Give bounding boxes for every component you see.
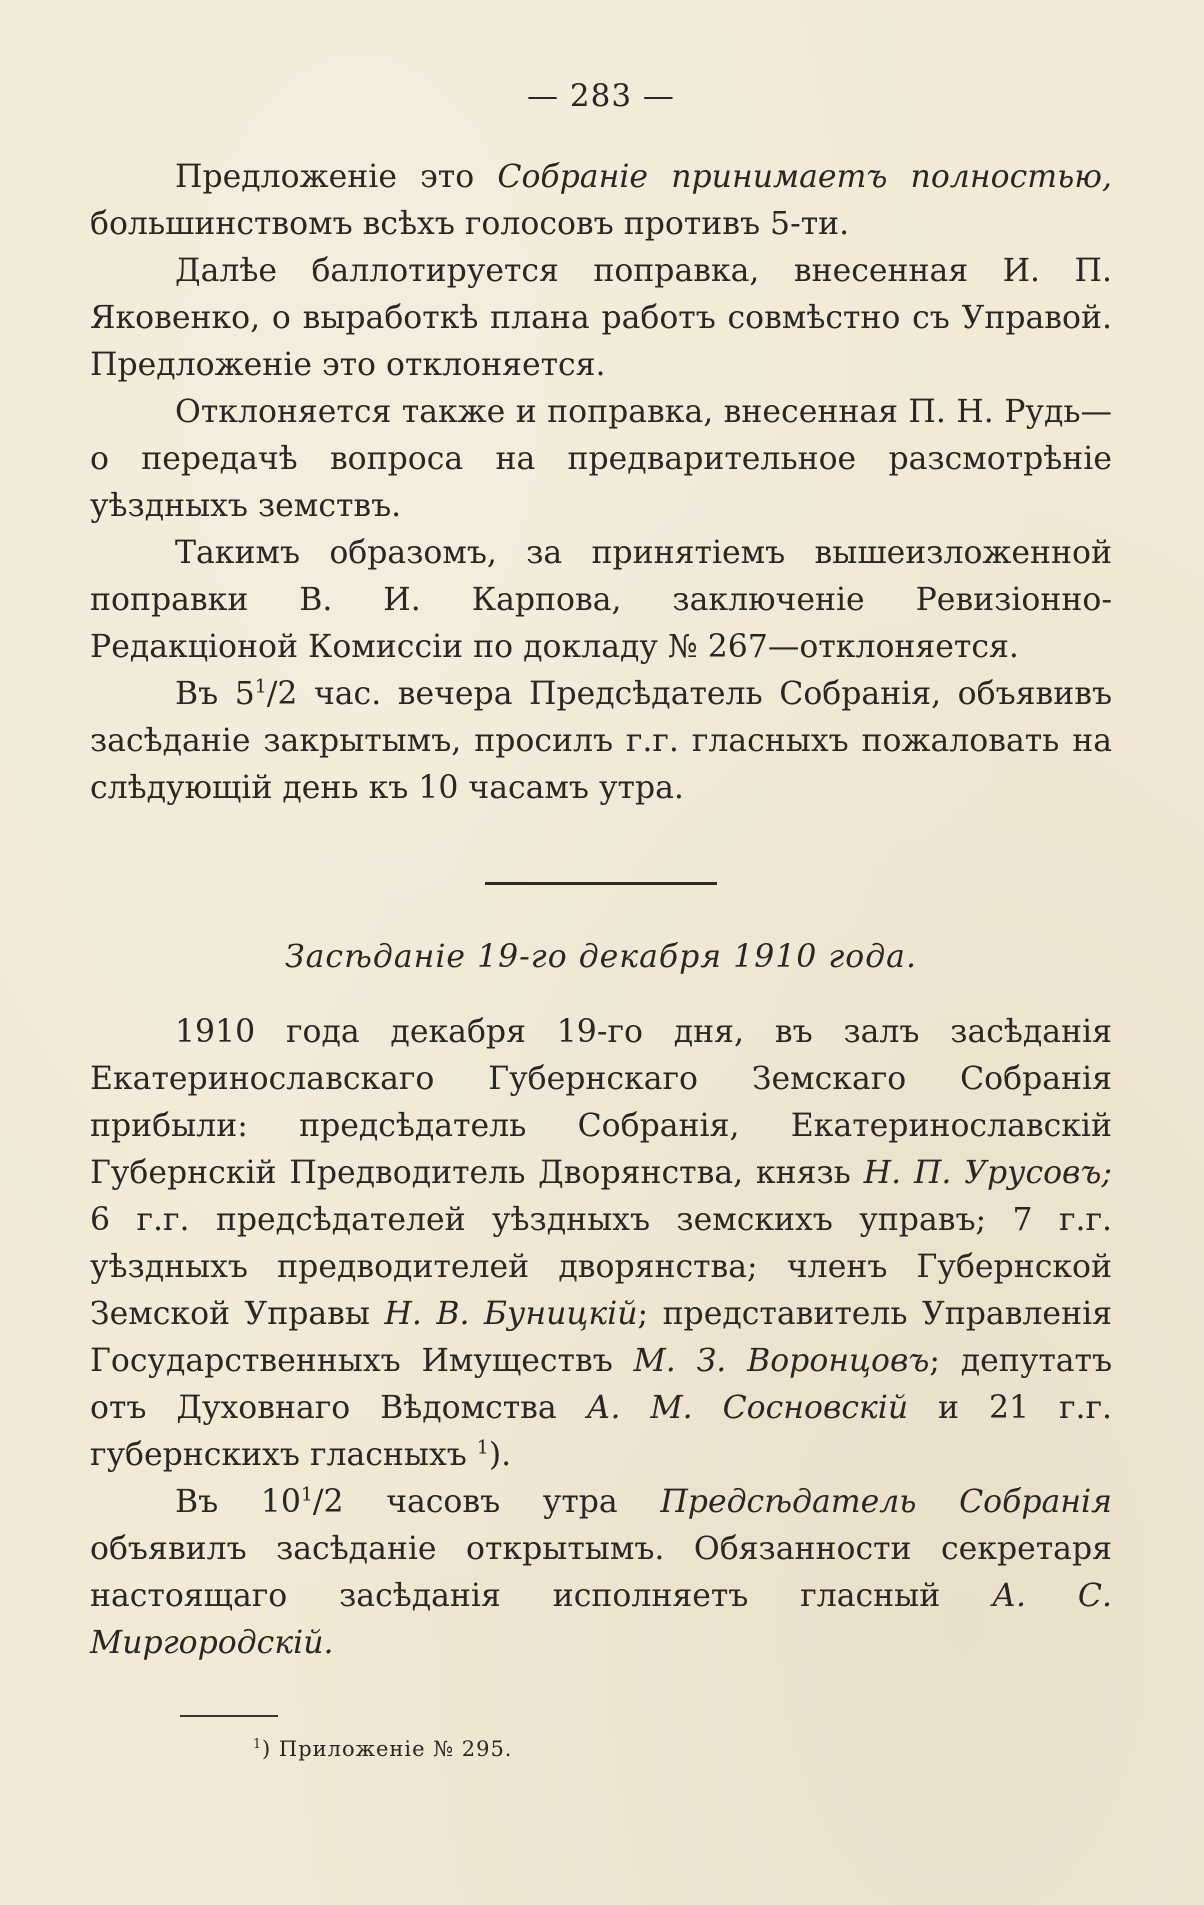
footnote-text: ) Приложеніе № 295. xyxy=(262,1737,513,1761)
s1-text-i: и 21 г.г. губернскихъ гласныхъ xyxy=(90,1390,1112,1473)
s2-text-b: /2 часовъ утра xyxy=(312,1484,661,1520)
s2-sup: 1 xyxy=(300,1483,313,1506)
paragraph-5 xyxy=(90,671,1112,812)
s2-chairman: Предсѣдатель Собранія xyxy=(660,1484,1112,1520)
paragraph-1-text-end: большинствомъ всѣхъ голосовъ противъ 5-ти. xyxy=(90,206,850,242)
paragraph-1 xyxy=(90,154,1112,248)
section-title: Засѣданіе 19-го декабря 1910 года. xyxy=(285,939,917,975)
s1-name-sosnovsky: А. М. Сосновскій xyxy=(586,1390,909,1426)
paragraph-5-text-end: /2 час. вечера Предсѣдатель Собранія, объявивъ засѣданіе закрытымъ, просилъ г.г. гласныхъ пожаловать на слѣдующій день къ 10 часамъ утра. xyxy=(90,676,1112,806)
paragraph-5-text: Въ 5 xyxy=(175,676,255,712)
s2-text-a: Въ 10 xyxy=(175,1484,301,1520)
s1-text-j: ). xyxy=(488,1437,512,1473)
s1-name-urusov: Н. П. Урусовъ; xyxy=(863,1155,1112,1191)
page-number: — 283 — xyxy=(527,78,675,114)
paragraph-1-text: Предложеніе это xyxy=(175,159,498,195)
s1-name-vorontsov: М. З. Воронцовъ xyxy=(633,1343,930,1379)
s1-text-a: 1910 года декабря 19-го дня, въ залъ засѣданія Екатеринославскаго Губернскаго Земскаго Собранія прибыли: предсѣдатель Собранія, Екатеринославскій Губернскій Предводитель Дворянства, князь xyxy=(90,1014,1112,1191)
s1-text-c: 6 г.г. предсѣдателей уѣздныхъ земскихъ управъ; 7 г.г. уѣздныхъ предводителей дворянства; членъ Губернской Земской Управы xyxy=(90,1202,1112,1332)
paragraph-5-sup: 1 xyxy=(254,675,267,698)
s2-text-d: объявилъ засѣданіе открытымъ. Обязанности секретаря настоящаго засѣданія исполняетъ гласный xyxy=(90,1531,1112,1614)
paragraph-3: Отклоняется также и поправка, внесенная П. Н. Рудь—о передачѣ вопроса на предварительное разсмотрѣніе уѣздныхъ земствъ. xyxy=(90,394,1112,524)
footnote xyxy=(253,1737,1112,1761)
paragraph-2: Далѣе баллотируется поправка, внесенная И. П. Яковенко, о выработкѣ плана работъ совмѣстно съ Управой. Предложеніе это отклоняется. xyxy=(90,253,1112,383)
section-divider xyxy=(485,882,717,885)
s1-name-bunitsky: Н. В. Буницкій xyxy=(384,1296,638,1332)
paragraph-4: Такимъ образомъ, за принятіемъ вышеизложенной поправки В. И. Карпова, заключеніе Ревизіонно-Редакціоной Комиссіи по докладу № 267—отклоняется. xyxy=(90,535,1112,665)
section-paragraph-1 xyxy=(90,1009,1112,1479)
s2-name-mirgorodsky: А. С. Миргородскій. xyxy=(90,1578,1112,1661)
section-paragraph-2 xyxy=(90,1479,1112,1667)
s1-text-e: ; представитель Управленія Государственныхъ Имуществъ xyxy=(90,1296,1113,1379)
paragraph-1-emphasis: Собраніе принимаетъ полностью, xyxy=(497,159,1112,195)
s1-text-g: ; депутатъ отъ Духовнаго Вѣдомства xyxy=(90,1343,1113,1426)
s1-footnote-mark: 1 xyxy=(476,1436,489,1459)
footnote-divider xyxy=(180,1715,278,1717)
footnote-mark: 1 xyxy=(253,1736,263,1751)
